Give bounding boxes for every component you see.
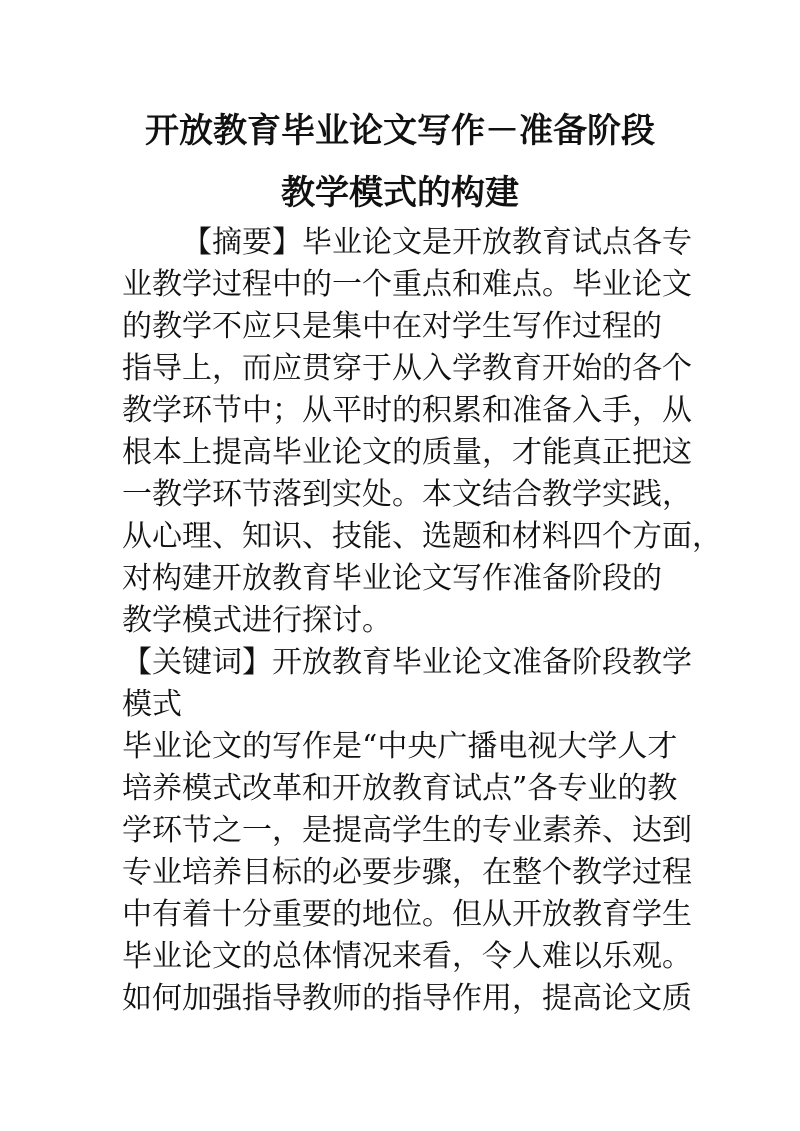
body-line-7: 如何加强指导教师的指导作用，提高论文质: [122, 981, 692, 1016]
abstract-line-6: 根本上提高毕业论文的质量，才能真正把这: [122, 435, 692, 470]
abstract-line-7: 一教学环节落到实处。本文结合教学实践，: [122, 477, 692, 512]
abstract-line-9: 对构建开放教育毕业论文写作准备阶段的: [122, 561, 662, 596]
abstract-line-8: 从心理、知识、技能、选题和材料四个方面，: [122, 519, 722, 554]
body-line-2: 培养模式改革和开放教育试点”各专业的教: [122, 771, 678, 806]
abstract-line-4: 指导上，而应贯穿于从入学教育开始的各个: [122, 351, 692, 386]
body-line-1: 毕业论文的写作是“中央广播电视大学人才: [122, 729, 678, 764]
abstract-line-2: 业教学过程中的一个重点和难点。毕业论文: [122, 267, 692, 302]
document-title-line-2: 教学模式的构建: [281, 173, 519, 213]
body-line-6: 毕业论文的总体情况来看，令人难以乐观。: [122, 939, 692, 974]
keywords-line-1: 【关键词】开放教育毕业论文准备阶段教学: [122, 645, 692, 680]
abstract-line-1: 【摘要】毕业论文是开放教育试点各专: [182, 225, 692, 260]
abstract-line-10: 教学模式进行探讨。: [122, 603, 392, 638]
body-line-3: 学环节之一，是提高学生的专业素养、达到: [122, 813, 692, 848]
abstract-line-3: 的教学不应只是集中在对学生写作过程的: [122, 309, 662, 344]
abstract-line-5: 教学环节中；从平时的积累和准备入手，从: [122, 393, 692, 428]
body-line-5: 中有着十分重要的地位。但从开放教育学生: [122, 897, 692, 932]
keywords-line-2: 模式: [122, 687, 182, 722]
document-title-line-1: 开放教育毕业论文写作－准备阶段: [145, 111, 655, 151]
body-line-4: 专业培养目标的必要步骤，在整个教学过程: [122, 855, 692, 890]
